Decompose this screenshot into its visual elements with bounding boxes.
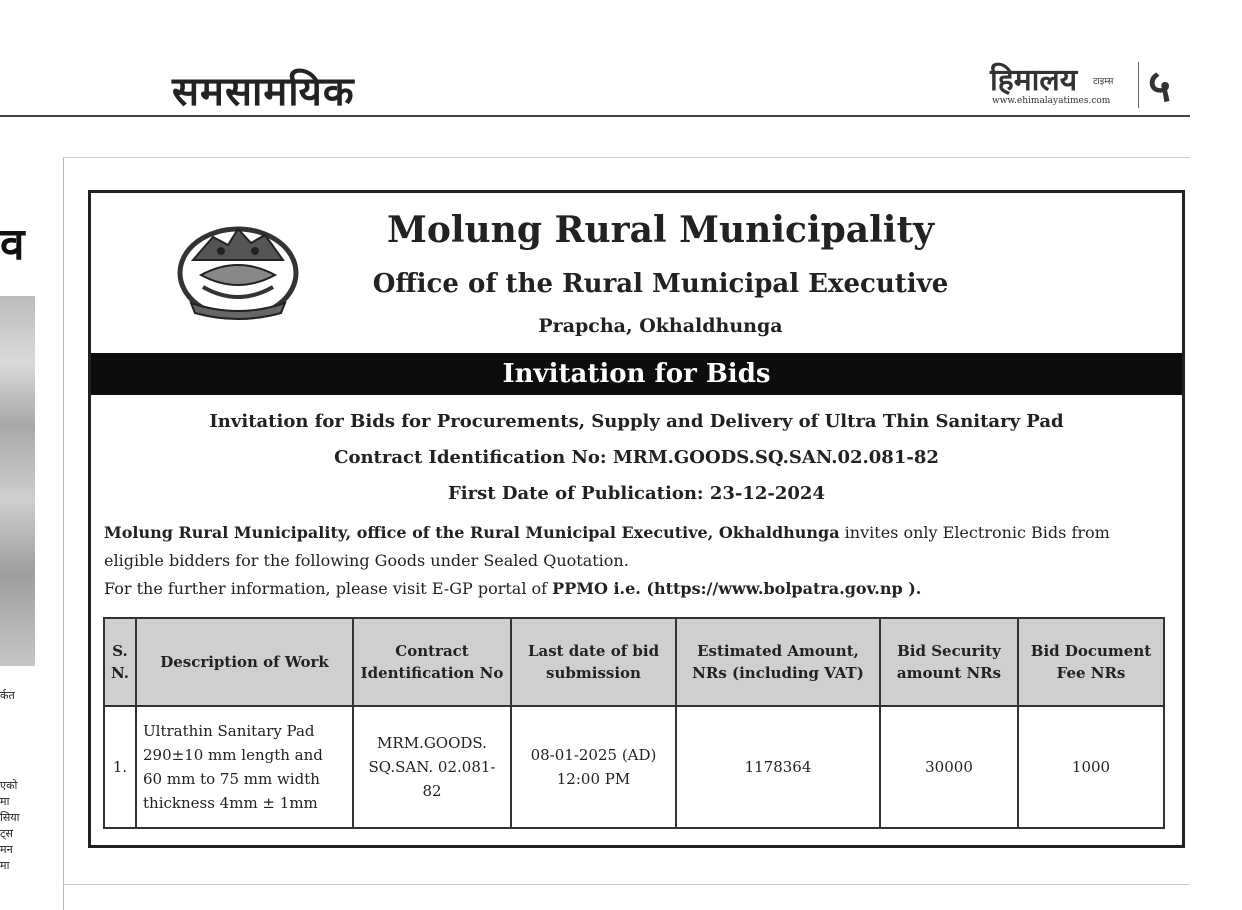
col-contract-id: Contract Identification No bbox=[353, 618, 511, 706]
publication-date-line: First Date of Publication: 23-12-2024 bbox=[448, 483, 825, 504]
col-bid-security: Bid Security amount NRs bbox=[880, 618, 1018, 706]
brand-name: हिमालय bbox=[990, 63, 1078, 98]
portal-link: PPMO i.e. (https://www.bolpatra.gov.np ). bbox=[552, 579, 922, 598]
left-text-line: सिया bbox=[0, 811, 20, 824]
brand-logo bbox=[990, 58, 1140, 110]
col-estimated-amount: Estimated Amount, NRs (including VAT) bbox=[676, 618, 880, 706]
cell-doc-fee: 1000 bbox=[1018, 706, 1164, 828]
cell-description: Ultrathin Sanitary Pad 290±10 mm length and 60 mm to 75 mm width thickness 4mm ± 1mm bbox=[136, 706, 353, 828]
left-text-line: मा bbox=[0, 795, 10, 808]
section-title: समसामयिक bbox=[172, 69, 355, 115]
notice-banner: Invitation for Bids bbox=[91, 353, 1182, 395]
col-description: Description of Work bbox=[136, 618, 353, 706]
left-text-line: एको bbox=[0, 779, 18, 792]
brand-divider bbox=[1138, 62, 1139, 108]
left-caption-fragment: र्कत bbox=[0, 689, 15, 702]
brand-tag: टाइम्स bbox=[1093, 77, 1114, 87]
brand-url: www.ehimalayatimes.com bbox=[992, 96, 1111, 106]
bids-table bbox=[103, 617, 1165, 829]
left-heading-fragment: व bbox=[0, 219, 25, 270]
left-text-line: मा bbox=[0, 859, 10, 872]
notice-subject: Invitation for Bids for Procurements, Supply and Delivery of Ultra Thin Sanitary Pad bbox=[209, 411, 1064, 432]
notice-paragraph bbox=[104, 519, 1174, 603]
cell-estimated-amount: 1178364 bbox=[676, 706, 880, 828]
info-prefix: For the further information, please visit E-GP portal of bbox=[104, 579, 553, 598]
left-photo bbox=[0, 296, 35, 666]
col-sn: S. N. bbox=[104, 618, 136, 706]
cell-contract-id: MRM.GOODS. SQ.SAN. 02.081-82 bbox=[353, 706, 511, 828]
page-number: ५ bbox=[1148, 61, 1171, 112]
para-bold: Molung Rural Municipality, office of the Rural Municipal Executive, Okhaldhunga bbox=[104, 523, 840, 542]
col-doc-fee: Bid Document Fee NRs bbox=[1018, 618, 1164, 706]
cell-sn: 1. bbox=[104, 706, 136, 828]
table-header-row bbox=[104, 618, 1164, 706]
column-divider bbox=[63, 157, 64, 910]
left-column bbox=[0, 150, 60, 910]
left-text-fragment bbox=[0, 778, 40, 874]
bottom-rule bbox=[63, 884, 1190, 885]
page-header bbox=[0, 0, 1242, 118]
bid-notice bbox=[88, 190, 1185, 848]
col-last-date: Last date of bid submission bbox=[511, 618, 676, 706]
office-name: Office of the Rural Municipal Executive bbox=[372, 269, 949, 299]
left-text-line: ट्स bbox=[0, 827, 13, 840]
cell-bid-security: 30000 bbox=[880, 706, 1018, 828]
org-name: Molung Rural Municipality bbox=[386, 209, 935, 251]
table-row bbox=[104, 706, 1164, 828]
office-location: Prapcha, Okhaldhunga bbox=[538, 315, 783, 337]
para-rest: invites only Electronic Bids from eligible bidders for the following Goods under Sealed Quotation. bbox=[104, 523, 1110, 570]
top-rule bbox=[63, 157, 1190, 158]
contract-id-line: Contract Identification No: MRM.GOODS.SQ.SAN.02.081-82 bbox=[334, 447, 939, 468]
left-text-line: मन bbox=[0, 843, 13, 856]
header-rule bbox=[0, 115, 1190, 117]
cell-last-date: 08-01-2025 (AD) 12:00 PM bbox=[511, 706, 676, 828]
